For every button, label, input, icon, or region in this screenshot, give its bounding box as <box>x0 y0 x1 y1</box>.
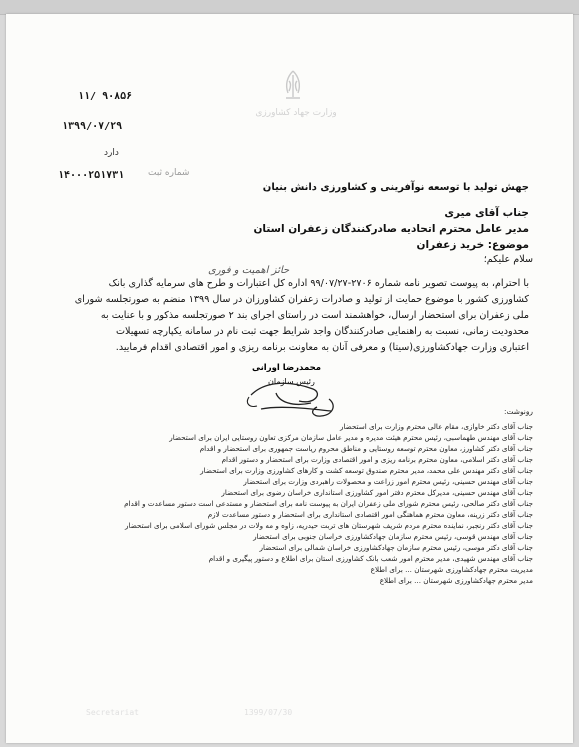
slogan: جهش تولید با توسعه نوآفرینی و کشاورزی دانش بنیان <box>262 182 529 193</box>
body-line: محدودیت زمانی، نسبت به راهنمایی صادرکنندگان واجد شرایط جهت ثبت نام در سامانه یکپارچه تسهیلات <box>115 326 529 337</box>
handwritten-note: حائز اهمیت و فوری <box>208 265 290 276</box>
cc-item: جناب آقای دکتر صالحی، رئیس محترم شورای ملی زعفران ایران به پیوست نامه برای استحضار و مستدعی است دستور مساعدت و اقدام <box>124 499 533 508</box>
cc-item: جناب آقای دکتر اسلامی، معاون محترم برنامه ریزی و امور اقتصادی وزارت برای استحضار و دستور اقدام <box>221 455 533 464</box>
body-line: ملی زعفران برای استحضار ارسال، خواهشمند است در راستای اجرای بند ۲ صورتجلسه مذکور و با عنایت به <box>100 310 529 321</box>
recipient-salutation: جناب آقای میری <box>444 207 529 219</box>
cc-item: جناب آقای مهندس طهماسبی، رئیس محترم هیئت مدیره و مدیر عامل سازمان مرکزی تعاون روستایی ایران برای استحضار <box>169 433 533 442</box>
footer-stamp: 1399/07/30 <box>244 708 293 717</box>
cc-item: مدیریت محترم جهادکشاورزی شهرستان ... برای اطلاع <box>370 565 533 574</box>
letter-page <box>6 14 573 743</box>
greeting: سلام علیکم؛ <box>483 254 533 265</box>
cc-item: جناب آقای دکتر زرینه، معاون محترم هماهنگی امور اقتصادی استانداری برای استحضار و دستور مساعدت لازم <box>207 510 533 519</box>
signatory-position: رئیس سازمان <box>268 377 315 386</box>
tracking-label: شماره ثبت <box>148 168 190 178</box>
tracking-number: ۱۴۰۰۰۲۵۱۷۳۱ <box>58 170 125 181</box>
attachment-value: دارد <box>104 148 119 158</box>
signature-icon <box>221 375 371 420</box>
cc-item: مدیر محترم جهادکشاورزی شهرستان ... برای اطلاع <box>379 576 533 585</box>
signatory-name: محمدرضا اورانی <box>252 363 322 373</box>
emblem-icon <box>278 67 308 103</box>
cc-item: جناب آقای دکتر مهندس علی محمد، مدیر محترم صندوق توسعه کشت و کارهای کشاورزی وزارت برای استحضار <box>200 466 533 475</box>
letter-number: ۱۱/ ۹۰۸۵۶ <box>78 91 133 102</box>
viewer-topbar <box>0 0 579 15</box>
cc-item: جناب آقای دکتر رنجبر، نماینده محترم مردم شریف شهرستان های تربت حیدریه، زاوه و مه ولات در مجلس شورای اسلامی برای استحضار <box>125 521 533 530</box>
cc-item: جناب آقای مهندس حسینی، مدیرکل محترم دفتر امور کشاورزی استانداری خراسان رضوی برای استحضار <box>221 488 533 497</box>
cc-item: جناب آقای دکتر موسی، رئیس محترم سازمان جهادکشاورزی خراسان شمالی برای استحضار <box>259 543 533 552</box>
body-line: با احترام، به پیوست تصویر نامه شماره ۲۷۰۶-۹۹/۰۷/۲۷ اداره کل اعتبارات و طرح های سرمایه گذاری بانک <box>108 278 529 289</box>
recipient-title: مدیر عامل محترم اتحادیه صادرکنندگان زعفران استان <box>253 223 529 235</box>
cc-item: جناب آقای مهندس حسینی، رئیس محترم امور زراعت و محصولات راهبردی وزارت برای استحضار <box>243 477 533 486</box>
body-line: اعتباری وزارت جهادکشاورزی(سیتا) و معرفی آنان به معاونت برنامه ریزی و امور اقتصادی اقدام فرمایید. <box>115 342 529 353</box>
cc-item: جناب آقای مهندس قوسی، رئیس محترم سازمان جهادکشاورزی خراسان جنوبی برای استحضار <box>253 532 533 541</box>
cc-item: جناب آقای دکتر خاوازی، مقام عالی محترم وزارت برای استحضار <box>340 422 533 431</box>
footer-stamp: Secretariat <box>86 708 139 717</box>
cc-item: جناب آقای دکتر کشاورز، معاون محترم توسعه روستایی و مناطق محروم ریاست جمهوری برای استحضار و اقدام <box>199 444 533 453</box>
cc-heading: رونوشت: <box>504 407 533 416</box>
faint-letterhead: وزارت جهاد کشاورزی <box>255 108 337 118</box>
body-line: کشاورزی کشور با موضوع حمایت از تولید و صادرات زعفران کشاورزان در سال ۱۳۹۹ منضم به صورتجلسه شورای <box>74 294 529 305</box>
cc-item: جناب آقای مهندس شهیدی، مدیر محترم امور شعب بانک کشاورزی استان برای اطلاع و دستور پیگیری و اقدام <box>208 554 533 563</box>
letter-date: ۱۳۹۹/۰۷/۲۹ <box>62 121 123 132</box>
letter-subject: موضوع: خرید زعفران <box>416 239 529 251</box>
